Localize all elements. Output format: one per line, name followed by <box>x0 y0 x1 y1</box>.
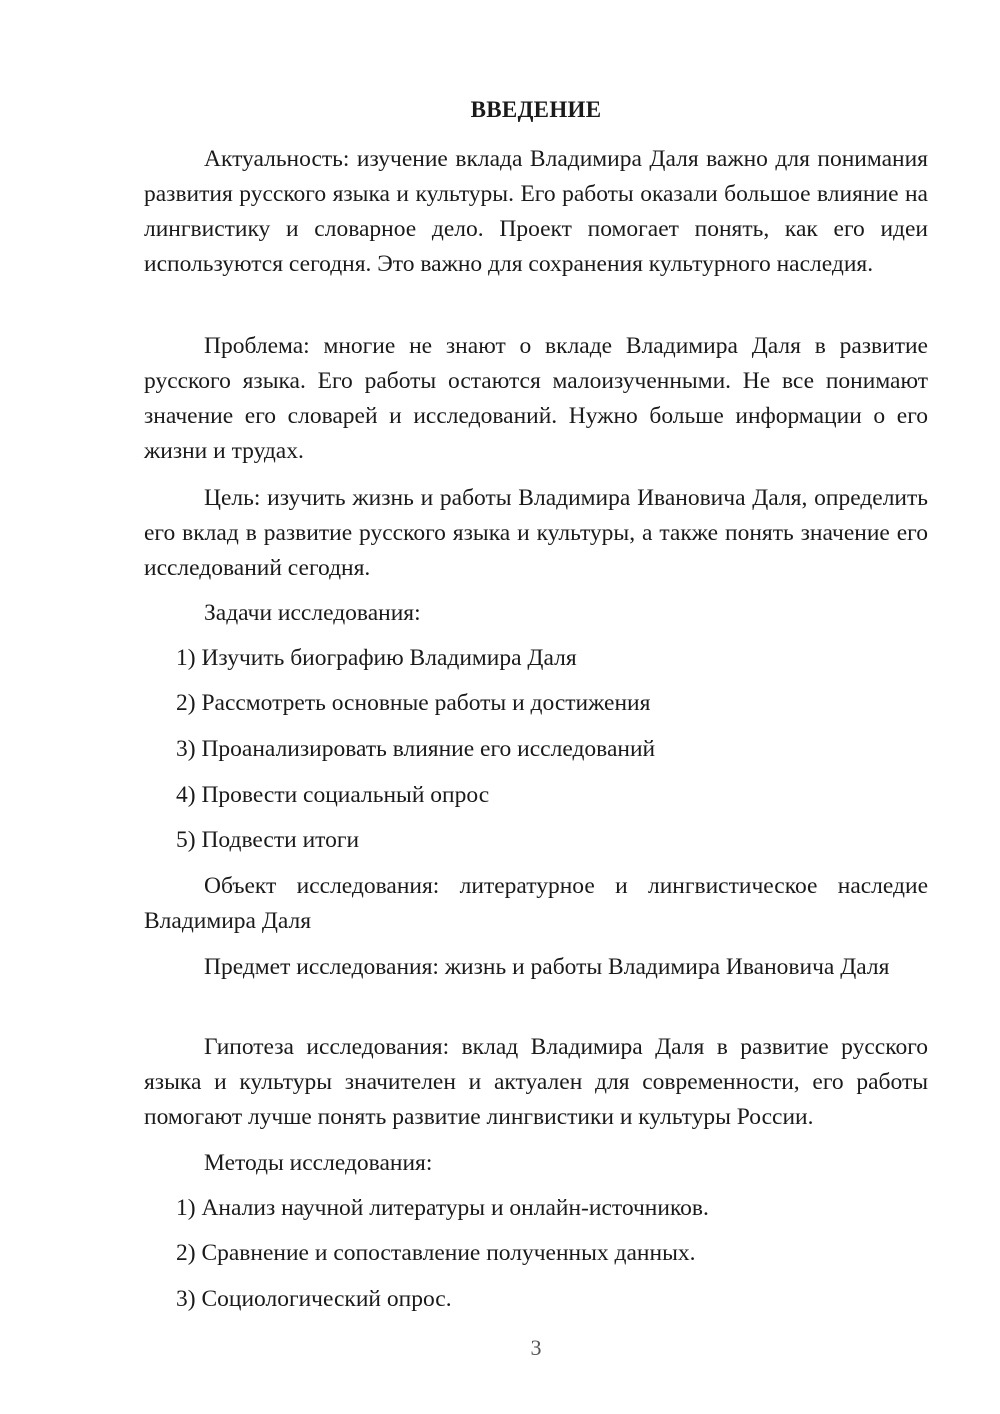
object-paragraph: Объект исследования: литературное и лингвистическое наследие Владимира Даля <box>144 873 928 934</box>
method-item: 2) Сравнение и сопоставление полученных данных. <box>176 1240 696 1266</box>
tasks-label: Задачи исследования: <box>204 600 421 626</box>
task-item: 1) Изучить биографию Владимира Даля <box>176 645 577 671</box>
hypothesis-paragraph: Гипотеза исследования: вклад Владимира Даля в развитие русского языка и культуры значителен и актуален для современности, его работы помогают лучше понять развитие лингвистики и культуры России. <box>144 1034 928 1130</box>
page-title: ВВЕДЕНИЕ <box>470 97 602 122</box>
task-item: 3) Проанализировать влияние его исследований <box>176 736 656 762</box>
page-number: 3 <box>530 1335 542 1360</box>
task-item: 2) Рассмотреть основные работы и достижения <box>176 690 651 716</box>
task-item: 5) Подвести итоги <box>176 827 360 853</box>
subject-paragraph: Предмет исследования: жизнь и работы Владимира Ивановича Даля <box>204 954 890 980</box>
task-item: 4) Провести социальный опрос <box>176 782 490 808</box>
method-item: 3) Социологический опрос. <box>176 1286 452 1312</box>
method-item: 1) Анализ научной литературы и онлайн-источников. <box>176 1195 709 1221</box>
relevance-paragraph: Актуальность: изучение вклада Владимира Даля важно для понимания развития русского языка и культуры. Его работы оказали большое влияние на лингвистику и словарное дело. Проект помогает понять, как его идеи используются сегодня. Это важно для сохранения культурного наследия. <box>144 146 928 277</box>
goal-paragraph: Цель: изучить жизнь и работы Владимира Ивановича Даля, определить его вклад в развитие русского языка и культуры, а также понять значение его исследований сегодня. <box>144 485 928 581</box>
methods-label: Методы исследования: <box>204 1150 433 1176</box>
problem-paragraph: Проблема: многие не знают о вкладе Владимира Даля в развитие русского языка. Его работы остаются малоизученными. Не все понимают значение его словарей и исследований. Нужно больше информации о его жизни и трудах. <box>144 333 928 464</box>
